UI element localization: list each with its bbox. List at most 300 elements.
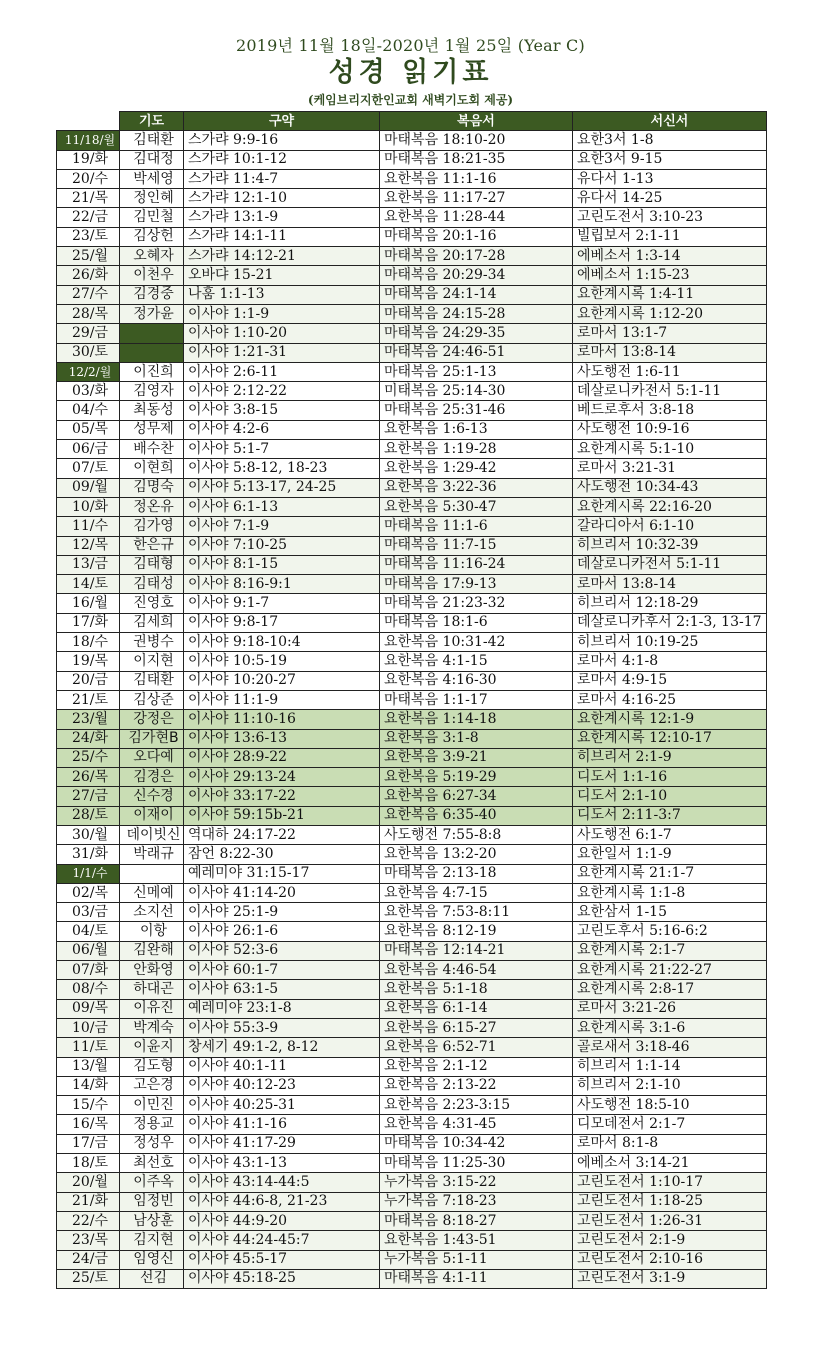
table-row xyxy=(57,382,767,401)
date-cell: 13/월 xyxy=(57,1057,120,1076)
prayer-leader-cell: 이유진 xyxy=(120,999,184,1018)
gospel-cell: 마태복음 20:29-34 xyxy=(380,266,573,285)
old-testament-cell: 이사야 28:9-22 xyxy=(184,748,380,767)
prayer-leader-cell: 신메예 xyxy=(120,883,184,902)
prayer-leader-cell: 데이빗신 xyxy=(120,825,184,844)
table-row xyxy=(57,1192,767,1211)
old-testament-cell: 이사야 11:1-9 xyxy=(184,690,380,709)
date-cell: 20/금 xyxy=(57,671,120,690)
prayer-leader-cell: 정용교 xyxy=(120,1115,184,1134)
table-body xyxy=(57,131,767,1289)
prayer-leader-cell: 배수찬 xyxy=(120,440,184,459)
epistle-cell: 요한삼서 1-15 xyxy=(573,903,767,922)
epistle-cell: 베드로후서 3:8-18 xyxy=(573,401,767,420)
gospel-cell: 마태복음 18:21-35 xyxy=(380,150,573,169)
old-testament-cell: 스가랴 13:1-9 xyxy=(184,208,380,227)
old-testament-cell: 이사야 7:10-25 xyxy=(184,536,380,555)
table-header-row xyxy=(57,112,767,131)
old-testament-cell: 이사야 5:8-12, 18-23 xyxy=(184,459,380,478)
prayer-leader-cell: 김명숙 xyxy=(120,478,184,497)
table-row xyxy=(57,980,767,999)
date-cell: 30/토 xyxy=(57,343,120,362)
prayer-leader-cell: 김태환 xyxy=(120,131,184,150)
table-row xyxy=(57,324,767,343)
gospel-cell: 요한복음 8:12-19 xyxy=(380,922,573,941)
table-row xyxy=(57,1018,767,1037)
gospel-cell: 누가복음 3:15-22 xyxy=(380,1173,573,1192)
gospel-cell: 미태복음 25:14-30 xyxy=(380,382,573,401)
date-cell: 03/화 xyxy=(57,382,120,401)
epistle-cell: 로마서 13:1-7 xyxy=(573,324,767,343)
old-testament-cell: 이사야 8:16-9:1 xyxy=(184,575,380,594)
date-cell: 05/목 xyxy=(57,420,120,439)
epistle-cell: 히브리서 12:18-29 xyxy=(573,594,767,613)
epistle-cell: 히브리서 2:1-9 xyxy=(573,748,767,767)
gospel-cell: 사도행전 7:55-8:8 xyxy=(380,825,573,844)
table-row xyxy=(57,825,767,844)
old-testament-cell: 이사야 63:1-5 xyxy=(184,980,380,999)
table-row xyxy=(57,440,767,459)
gospel-cell: 요한복음 6:35-40 xyxy=(380,806,573,825)
gospel-cell: 요한복음 4:16-30 xyxy=(380,671,573,690)
date-cell: 12/목 xyxy=(57,536,120,555)
old-testament-cell: 이사야 4:2-6 xyxy=(184,420,380,439)
date-range: 2019년 11월 18일-2020년 1월 25일 (Year C) xyxy=(236,36,585,55)
page-title: 성경 읽기표 xyxy=(328,57,493,88)
epistle-cell: 디도서 1:1-16 xyxy=(573,768,767,787)
table-row xyxy=(57,690,767,709)
epistle-cell: 로마서 8:1-8 xyxy=(573,1134,767,1153)
table-row xyxy=(57,999,767,1018)
table-row xyxy=(57,1115,767,1134)
prayer-leader-cell xyxy=(120,864,184,883)
old-testament-cell: 예레미야 23:1-8 xyxy=(184,999,380,1018)
table-row xyxy=(57,729,767,748)
gospel-cell: 마태복음 24:1-14 xyxy=(380,285,573,304)
table-row xyxy=(57,536,767,555)
date-cell: 20/월 xyxy=(57,1173,120,1192)
date-cell: 08/수 xyxy=(57,980,120,999)
prayer-leader-cell: 이주옥 xyxy=(120,1173,184,1192)
epistle-cell: 요한계시록 1:4-11 xyxy=(573,285,767,304)
date-cell: 20/수 xyxy=(57,169,120,188)
epistle-cell: 로마서 4:16-25 xyxy=(573,690,767,709)
prayer-leader-cell: 하대곤 xyxy=(120,980,184,999)
prayer-leader-cell: 이천우 xyxy=(120,266,184,285)
table-row xyxy=(57,1231,767,1250)
old-testament-cell: 이사야 41:14-20 xyxy=(184,883,380,902)
prayer-leader-cell: 김태성 xyxy=(120,575,184,594)
date-cell: 14/토 xyxy=(57,575,120,594)
date-cell: 19/화 xyxy=(57,150,120,169)
old-testament-cell: 이사야 52:3-6 xyxy=(184,941,380,960)
gospel-cell: 마태복음 20:17-28 xyxy=(380,247,573,266)
prayer-leader-cell: 이현희 xyxy=(120,459,184,478)
table-row xyxy=(57,864,767,883)
table-row xyxy=(57,633,767,652)
epistle-cell: 고린도전서 2:10-16 xyxy=(573,1250,767,1269)
epistle-cell: 요한계시록 1:1-8 xyxy=(573,883,767,902)
epistle-cell: 요한계시록 12:10-17 xyxy=(573,729,767,748)
table-row xyxy=(57,1250,767,1269)
table-row xyxy=(57,710,767,729)
prayer-leader-cell: 김경중 xyxy=(120,285,184,304)
date-cell: 23/월 xyxy=(57,710,120,729)
date-cell: 10/금 xyxy=(57,1018,120,1037)
epistle-cell: 로마서 3:21-31 xyxy=(573,459,767,478)
date-cell: 09/월 xyxy=(57,478,120,497)
old-testament-cell: 스가랴 11:4-7 xyxy=(184,169,380,188)
date-cell: 12/2/월 xyxy=(57,362,120,381)
gospel-cell: 마태복음 18:1-6 xyxy=(380,613,573,632)
date-cell: 28/토 xyxy=(57,806,120,825)
prayer-leader-cell: 김지현 xyxy=(120,1231,184,1250)
old-testament-cell: 이사야 1:21-31 xyxy=(184,343,380,362)
old-testament-cell: 이사야 9:8-17 xyxy=(184,613,380,632)
provider-note: (케임브리지한인교회 새벽기도회 제공) xyxy=(307,93,514,107)
table-row xyxy=(57,497,767,516)
table-row xyxy=(57,1096,767,1115)
date-cell: 31/화 xyxy=(57,845,120,864)
prayer-leader-cell: 오혜자 xyxy=(120,247,184,266)
date-cell: 11/18/월 xyxy=(57,131,120,150)
prayer-leader-cell: 진영호 xyxy=(120,594,184,613)
date-cell: 09/목 xyxy=(57,999,120,1018)
table-row xyxy=(57,459,767,478)
epistle-cell: 사도행전 10:9-16 xyxy=(573,420,767,439)
date-cell: 22/금 xyxy=(57,208,120,227)
prayer-leader-cell: 신수경 xyxy=(120,787,184,806)
gospel-cell: 요한복음 5:19-29 xyxy=(380,768,573,787)
old-testament-cell: 이사야 10:20-27 xyxy=(184,671,380,690)
gospel-cell: 요한복음 4:7-15 xyxy=(380,883,573,902)
epistle-cell: 고린도전서 2:1-9 xyxy=(573,1231,767,1250)
date-cell: 27/금 xyxy=(57,787,120,806)
old-testament-cell: 이사야 9:1-7 xyxy=(184,594,380,613)
epistle-cell: 요한3서 9-15 xyxy=(573,150,767,169)
prayer-leader-cell: 강정은 xyxy=(120,710,184,729)
date-cell: 06/금 xyxy=(57,440,120,459)
table-row xyxy=(57,1057,767,1076)
prayer-leader-cell: 임정빈 xyxy=(120,1192,184,1211)
gospel-cell: 요한복음 3:9-21 xyxy=(380,748,573,767)
old-testament-cell: 이사야 40:1-11 xyxy=(184,1057,380,1076)
date-cell: 11/수 xyxy=(57,517,120,536)
prayer-leader-cell: 김태형 xyxy=(120,555,184,574)
old-testament-cell: 스가랴 14:12-21 xyxy=(184,247,380,266)
date-cell: 15/수 xyxy=(57,1096,120,1115)
date-cell: 23/목 xyxy=(57,1231,120,1250)
prayer-leader-cell: 김태환 xyxy=(120,671,184,690)
table-row xyxy=(57,652,767,671)
old-testament-cell: 창세기 49:1-2, 8-12 xyxy=(184,1038,380,1057)
table-row xyxy=(57,883,767,902)
epistle-cell: 요한계시록 21:22-27 xyxy=(573,961,767,980)
prayer-leader-cell: 정가윤 xyxy=(120,304,184,323)
prayer-leader-cell: 김영자 xyxy=(120,382,184,401)
prayer-leader-cell: 김가영 xyxy=(120,517,184,536)
prayer-leader-cell: 김민철 xyxy=(120,208,184,227)
prayer-leader-cell xyxy=(120,343,184,362)
old-testament-cell: 이사야 13:6-13 xyxy=(184,729,380,748)
prayer-leader-cell: 정온유 xyxy=(120,497,184,516)
old-testament-cell: 이사야 9:18-10:4 xyxy=(184,633,380,652)
header-epistle: 서신서 xyxy=(573,112,767,131)
prayer-leader-cell: 박계숙 xyxy=(120,1018,184,1037)
prayer-leader-cell: 정성우 xyxy=(120,1134,184,1153)
epistle-cell: 요한계시록 5:1-10 xyxy=(573,440,767,459)
table-row xyxy=(57,247,767,266)
date-cell: 11/토 xyxy=(57,1038,120,1057)
table-row xyxy=(57,266,767,285)
table-row xyxy=(57,941,767,960)
old-testament-cell: 이사야 44:9-20 xyxy=(184,1211,380,1230)
table-row xyxy=(57,1173,767,1192)
old-testament-cell: 이사야 29:13-24 xyxy=(184,768,380,787)
old-testament-cell: 이사야 1:10-20 xyxy=(184,324,380,343)
table-row xyxy=(57,401,767,420)
old-testament-cell: 이사야 44:24-45:7 xyxy=(184,1231,380,1250)
epistle-cell: 고린도전서 1:10-17 xyxy=(573,1173,767,1192)
date-cell: 22/수 xyxy=(57,1211,120,1230)
gospel-cell: 요한복음 6:1-14 xyxy=(380,999,573,1018)
prayer-leader-cell: 김가현B xyxy=(120,729,184,748)
prayer-leader-cell: 김완해 xyxy=(120,941,184,960)
table-row xyxy=(57,131,767,150)
gospel-cell: 마태복음 24:46-51 xyxy=(380,343,573,362)
gospel-cell: 요한복음 13:2-20 xyxy=(380,845,573,864)
table-row xyxy=(57,1134,767,1153)
old-testament-cell: 이사야 5:1-7 xyxy=(184,440,380,459)
gospel-cell: 마태복음 25:1-13 xyxy=(380,362,573,381)
date-cell: 29/금 xyxy=(57,324,120,343)
old-testament-cell: 이사야 43:14-44:5 xyxy=(184,1173,380,1192)
table-row xyxy=(57,555,767,574)
gospel-cell: 누가복음 5:1-11 xyxy=(380,1250,573,1269)
date-cell: 25/토 xyxy=(57,1269,120,1288)
table-row xyxy=(57,922,767,941)
gospel-cell: 요한복음 3:1-8 xyxy=(380,729,573,748)
old-testament-cell: 이사야 25:1-9 xyxy=(184,903,380,922)
prayer-leader-cell: 최선호 xyxy=(120,1154,184,1173)
old-testament-cell: 이사야 10:5-19 xyxy=(184,652,380,671)
epistle-cell: 로마서 13:8-14 xyxy=(573,575,767,594)
date-cell: 17/금 xyxy=(57,1134,120,1153)
gospel-cell: 요한복음 1:6-13 xyxy=(380,420,573,439)
gospel-cell: 마태복음 1:1-17 xyxy=(380,690,573,709)
prayer-leader-cell: 박래규 xyxy=(120,845,184,864)
epistle-cell: 디도서 2:11-3:7 xyxy=(573,806,767,825)
table-row xyxy=(57,768,767,787)
epistle-cell: 고린도후서 5:16-6:2 xyxy=(573,922,767,941)
table-row xyxy=(57,478,767,497)
table-row xyxy=(57,748,767,767)
date-cell: 24/화 xyxy=(57,729,120,748)
prayer-leader-cell: 성무제 xyxy=(120,420,184,439)
old-testament-cell: 이사야 1:1-9 xyxy=(184,304,380,323)
date-cell: 25/월 xyxy=(57,247,120,266)
epistle-cell: 고린도전서 1:26-31 xyxy=(573,1211,767,1230)
prayer-leader-cell: 선김 xyxy=(120,1269,184,1288)
gospel-cell: 마태복음 24:15-28 xyxy=(380,304,573,323)
date-cell: 26/목 xyxy=(57,768,120,787)
table-row xyxy=(57,343,767,362)
gospel-cell: 요한복음 2:23-3:15 xyxy=(380,1096,573,1115)
gospel-cell: 요한복음 1:43-51 xyxy=(380,1231,573,1250)
old-testament-cell: 이사야 43:1-13 xyxy=(184,1154,380,1173)
gospel-cell: 누가복음 7:18-23 xyxy=(380,1192,573,1211)
old-testament-cell: 나훔 1:1-13 xyxy=(184,285,380,304)
old-testament-cell: 스가랴 9:9-16 xyxy=(184,131,380,150)
epistle-cell: 요한계시록 21:1-7 xyxy=(573,864,767,883)
prayer-leader-cell: 고은경 xyxy=(120,1076,184,1095)
table-row xyxy=(57,845,767,864)
title-block xyxy=(0,36,821,109)
epistle-cell: 골로새서 3:18-46 xyxy=(573,1038,767,1057)
gospel-cell: 마태복음 11:25-30 xyxy=(380,1154,573,1173)
date-cell: 21/목 xyxy=(57,189,120,208)
date-cell: 27/수 xyxy=(57,285,120,304)
gospel-cell: 요한복음 1:29-42 xyxy=(380,459,573,478)
gospel-cell: 요한복음 2:13-22 xyxy=(380,1076,573,1095)
epistle-cell: 요한계시록 22:16-20 xyxy=(573,497,767,516)
table-row xyxy=(57,227,767,246)
epistle-cell: 고린도전서 3:10-23 xyxy=(573,208,767,227)
date-cell: 07/화 xyxy=(57,961,120,980)
date-cell: 28/목 xyxy=(57,304,120,323)
date-cell: 18/토 xyxy=(57,1154,120,1173)
date-cell: 06/월 xyxy=(57,941,120,960)
gospel-cell: 요한복음 5:30-47 xyxy=(380,497,573,516)
table-row xyxy=(57,362,767,381)
epistle-cell: 히브리서 10:19-25 xyxy=(573,633,767,652)
table-row xyxy=(57,671,767,690)
epistle-cell: 고린도전서 1:18-25 xyxy=(573,1192,767,1211)
epistle-cell: 데살로니카후서 2:1-3, 13-17 xyxy=(573,613,767,632)
old-testament-cell: 이사야 2:12-22 xyxy=(184,382,380,401)
date-cell: 24/금 xyxy=(57,1250,120,1269)
prayer-leader-cell: 김세희 xyxy=(120,613,184,632)
date-cell: 21/토 xyxy=(57,690,120,709)
old-testament-cell: 이사야 40:12-23 xyxy=(184,1076,380,1095)
prayer-leader-cell: 박세영 xyxy=(120,169,184,188)
epistle-cell: 요한계시록 2:8-17 xyxy=(573,980,767,999)
date-cell: 07/토 xyxy=(57,459,120,478)
epistle-cell: 로마서 4:1-8 xyxy=(573,652,767,671)
old-testament-cell: 이사야 45:18-25 xyxy=(184,1269,380,1288)
prayer-leader-cell: 최동성 xyxy=(120,401,184,420)
old-testament-cell: 이사야 26:1-6 xyxy=(184,922,380,941)
prayer-leader-cell: 이진희 xyxy=(120,362,184,381)
epistle-cell: 히브리서 1:1-14 xyxy=(573,1057,767,1076)
gospel-cell: 요한복음 4:1-15 xyxy=(380,652,573,671)
gospel-cell: 요한복음 4:46-54 xyxy=(380,961,573,980)
table-row xyxy=(57,1038,767,1057)
table-row xyxy=(57,169,767,188)
gospel-cell: 마태복음 4:1-11 xyxy=(380,1269,573,1288)
prayer-leader-cell: 이지현 xyxy=(120,652,184,671)
gospel-cell: 요한복음 3:22-36 xyxy=(380,478,573,497)
table-row xyxy=(57,961,767,980)
epistle-cell: 디도서 2:1-10 xyxy=(573,787,767,806)
date-cell: 14/화 xyxy=(57,1076,120,1095)
table-row xyxy=(57,208,767,227)
gospel-cell: 마태복음 25:31-46 xyxy=(380,401,573,420)
date-cell: 04/토 xyxy=(57,922,120,941)
table-row xyxy=(57,420,767,439)
prayer-leader-cell: 이재이 xyxy=(120,806,184,825)
epistle-cell: 요한계시록 2:1-7 xyxy=(573,941,767,960)
epistle-cell: 요한계시록 12:1-9 xyxy=(573,710,767,729)
epistle-cell: 에베소서 1:15-23 xyxy=(573,266,767,285)
old-testament-cell: 예레미야 31:15-17 xyxy=(184,864,380,883)
gospel-cell: 마태복음 20:1-16 xyxy=(380,227,573,246)
prayer-leader-cell: 정인혜 xyxy=(120,189,184,208)
prayer-leader-cell: 임영신 xyxy=(120,1250,184,1269)
gospel-cell: 요한복음 2:1-12 xyxy=(380,1057,573,1076)
old-testament-cell: 스가랴 12:1-10 xyxy=(184,189,380,208)
old-testament-cell: 이사야 33:17-22 xyxy=(184,787,380,806)
gospel-cell: 마태복음 11:16-24 xyxy=(380,555,573,574)
epistle-cell: 요한계시록 1:12-20 xyxy=(573,304,767,323)
epistle-cell: 히브리서 2:1-10 xyxy=(573,1076,767,1095)
old-testament-cell: 이사야 60:1-7 xyxy=(184,961,380,980)
epistle-cell: 디모데전서 2:1-7 xyxy=(573,1115,767,1134)
epistle-cell: 유다서 1-13 xyxy=(573,169,767,188)
gospel-cell: 요한복음 5:1-18 xyxy=(380,980,573,999)
old-testament-cell: 이사야 2:6-11 xyxy=(184,362,380,381)
old-testament-cell: 이사야 8:1-15 xyxy=(184,555,380,574)
date-cell: 02/목 xyxy=(57,883,120,902)
date-cell: 18/수 xyxy=(57,633,120,652)
epistle-cell: 사도행전 10:34-43 xyxy=(573,478,767,497)
table-row xyxy=(57,1211,767,1230)
old-testament-cell: 이사야 55:3-9 xyxy=(184,1018,380,1037)
prayer-leader-cell: 소지선 xyxy=(120,903,184,922)
date-cell: 19/목 xyxy=(57,652,120,671)
date-cell: 16/목 xyxy=(57,1115,120,1134)
gospel-cell: 마태복음 21:23-32 xyxy=(380,594,573,613)
epistle-cell: 요한3서 1-8 xyxy=(573,131,767,150)
epistle-cell: 히브리서 10:32-39 xyxy=(573,536,767,555)
gospel-cell: 마태복음 24:29-35 xyxy=(380,324,573,343)
epistle-cell: 사도행전 18:5-10 xyxy=(573,1096,767,1115)
date-cell: 25/수 xyxy=(57,748,120,767)
prayer-leader-cell: 김대정 xyxy=(120,150,184,169)
gospel-cell: 요한복음 6:52-71 xyxy=(380,1038,573,1057)
table-row xyxy=(57,787,767,806)
old-testament-cell: 스가랴 10:1-12 xyxy=(184,150,380,169)
gospel-cell: 요한복음 10:31-42 xyxy=(380,633,573,652)
prayer-leader-cell: 한은규 xyxy=(120,536,184,555)
epistle-cell: 에베소서 1:3-14 xyxy=(573,247,767,266)
epistle-cell: 데살로니카전서 5:1-11 xyxy=(573,555,767,574)
prayer-leader-cell: 남상훈 xyxy=(120,1211,184,1230)
header-date xyxy=(57,112,120,131)
gospel-cell: 마태복음 18:10-20 xyxy=(380,131,573,150)
old-testament-cell: 이사야 11:10-16 xyxy=(184,710,380,729)
date-cell: 21/화 xyxy=(57,1192,120,1211)
reading-schedule-table xyxy=(56,111,767,1289)
date-cell: 10/화 xyxy=(57,497,120,516)
gospel-cell: 요한복음 1:14-18 xyxy=(380,710,573,729)
prayer-leader-cell: 김경은 xyxy=(120,768,184,787)
old-testament-cell: 이사야 44:6-8, 21-23 xyxy=(184,1192,380,1211)
gospel-cell: 마태복음 17:9-13 xyxy=(380,575,573,594)
old-testament-cell: 이사야 3:8-15 xyxy=(184,401,380,420)
prayer-leader-cell: 김도형 xyxy=(120,1057,184,1076)
epistle-cell: 갈라디아서 6:1-10 xyxy=(573,517,767,536)
